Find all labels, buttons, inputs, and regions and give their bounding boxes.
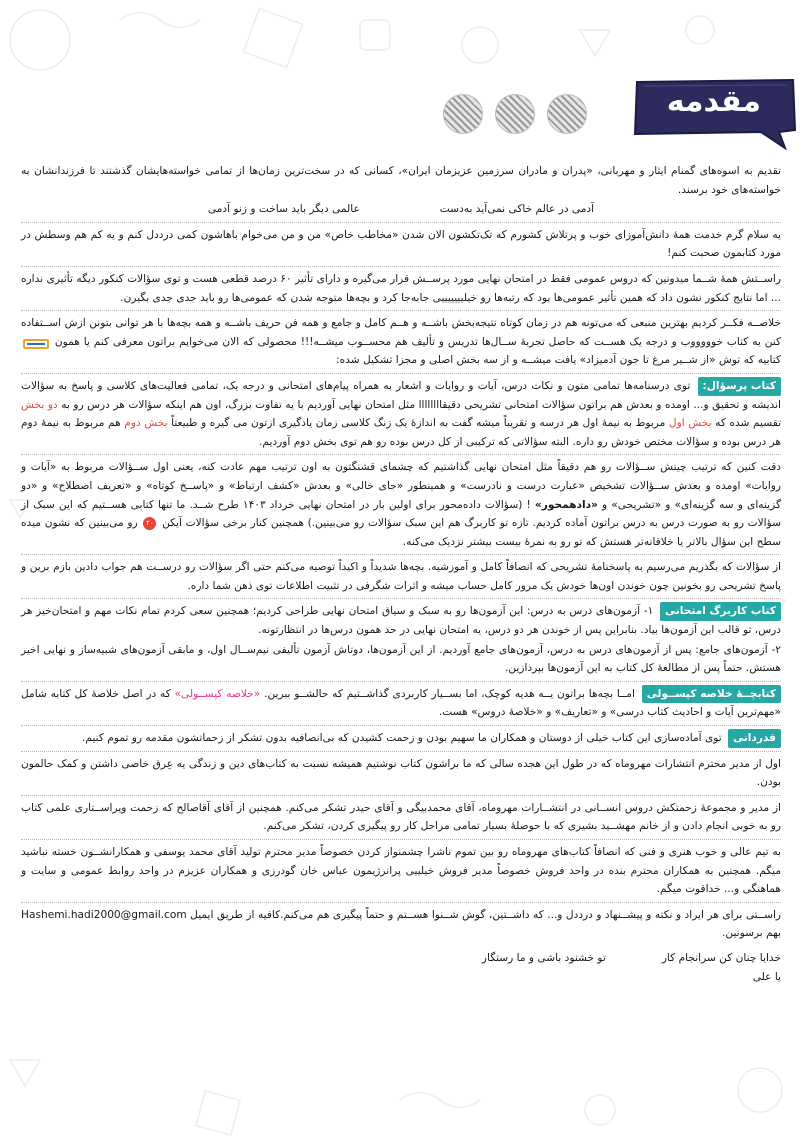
highlight-part-one: بخش اول bbox=[668, 417, 712, 430]
porsoal-text-2: تقسیم شده که bbox=[715, 417, 782, 430]
closing-poem bbox=[21, 949, 781, 986]
hatched-dot bbox=[443, 94, 483, 134]
summary-text-2b: کتابیه که توش «از شــیر مرغ تا جون آدمیزاد» یافت میشــه و از سه بخش اصلی و مجزا تشکیل شده: bbox=[336, 354, 781, 367]
karbarg-paragraph-2: ۲- آزمون‌های جامع: پس از آزمون‌های درس به درس، آزمون‌های جامع آوردیم. از این آزمون‌ها، دوتاش آزمون تألیفی نیم‌ســال اول، و مابقی آزمون‌های شبیه‌ساز و نهایی اخیر هستش. حتماً پس از مطالعهٔ کل کتاب به این آزمون‌ها بپردازین. bbox=[21, 643, 781, 675]
hatched-dot bbox=[495, 94, 535, 134]
divider bbox=[21, 681, 781, 682]
highlight-two-parts: دو بخش bbox=[21, 398, 58, 411]
karbarg-text-1: ۱- آزمون‌های درس به درس: این آزمون‌ها رو به سبک و سیاق امتحان نهایی طراحی کردیم؛ همچنین سعی کردم تمام نکات مهم و امتحان‌خیز هر درس، تو قالب این آزمون‌ها بیاد. بنابراین پس از خوندن هر دو درس، یه امتحان نهایی در حد همون درس‌ها در انتظارتونه. bbox=[21, 605, 781, 637]
order-text-2: ! (سؤالات داده‌محور برای اولین بار در امتحان نهایی خرداد ۱۴۰۳ طرح شــد. ما تنها کتابی هســتیم که این سبک از سؤالات رو به صورت درس به درس براتون آماده کردیم. تازه تو کاربرگ هم این سبک سؤالات رو می‌بینین.) همچنین کنار برخی سؤالات آیکن bbox=[21, 498, 781, 530]
closing-couplet bbox=[21, 949, 781, 968]
divider bbox=[21, 554, 781, 555]
capsule-text-1: امــا بچه‌ها براتون یــه هدیه کوچک، اما بســیار کاربردی گذاشــتیم که حالشــو ببرین. bbox=[264, 687, 635, 700]
hatched-dot bbox=[547, 94, 587, 134]
divider bbox=[21, 598, 781, 599]
divider bbox=[21, 795, 781, 796]
contact-paragraph bbox=[21, 906, 781, 943]
score-20-icon: ۲۰ bbox=[143, 517, 156, 530]
summary-text-2a: محصولی که الان می‌خوایم براتون معرفی کنم یا همون bbox=[54, 335, 297, 348]
order-paragraph bbox=[21, 458, 781, 551]
closing-hemistich-right: خدایا چنان کن سرانجام کار bbox=[661, 951, 781, 964]
decorative-dots bbox=[443, 94, 587, 134]
page-title: مقدمه bbox=[666, 84, 761, 119]
porsoal-text-3: مربوط به نیمهٔ اول هر درسه و تقریباً میشه گفت به اندازهٔ یک زنگ کلاسی زمان یادگیری ازتون می گیره و طبیعتاً bbox=[171, 417, 666, 430]
capsule-paragraph bbox=[21, 685, 781, 722]
dedication-paragraph: تقدیم به اسوه‌های گمنام ایثار و مهربانی، «پدران و مادران سرزمین عزیزمان ایران»، کسانی که در سخت‌ترین زمان‌ها از تمامی خواسته‌هایشان گذشتند تا فرزندانشان به خواسته‌های خود برسند. bbox=[21, 165, 781, 196]
poem-hemistich-left: عالمی دیگر باید ساخت و زنو آدمی bbox=[207, 203, 360, 216]
greeting-paragraph: یه سلام گرم خدمت همهٔ دانش‌آموزای خوب و پرتلاش کشورم که تک‌تکشون الان شدن «مخاطب خاص» من و من می‌خوام باهاشون کمی درددل کنم و یه کم هم وسطش در مورد کتابمون صحبت کنم! bbox=[21, 228, 781, 260]
porsoal-label: کتاب پرسؤال: bbox=[698, 377, 781, 396]
divider bbox=[21, 725, 781, 726]
karbarg-paragraph bbox=[21, 602, 781, 639]
closing-signoff: یا علی bbox=[752, 970, 781, 983]
bist-yek-logo bbox=[23, 337, 49, 347]
thanks-label: قدردانی bbox=[728, 729, 781, 748]
divider bbox=[21, 373, 781, 374]
email-link[interactable]: Hashemi.hadi2000@gmail.com bbox=[21, 908, 187, 921]
divider bbox=[21, 266, 781, 267]
porsoal-paragraph bbox=[21, 377, 781, 451]
answer-paragraph: از سؤالات که بگذریم می‌رسیم به پاسخنامهٔ تشریحی که انصافاً کامل و آموزشیه. بچه‌ها شدیداً و اکیداً توصیه می‌کنم حتی اگر سؤالات رو درســت هم جواب دادین بازم برین و پاسخ تشریحی رو بخونین چون خوندن اون‌ها خودش یک مرور کامل حساب میشه و اثرات شگرفی در تثبیت اطلاعات توی ذهن شما داره. bbox=[21, 561, 781, 592]
thanks-paragraph-2: اول از مدیر محترم انتشارات مهروماه که در طول این هجده سالی که ما براشون کتاب نوشتیم همیشه نسبت به کتاب‌های دین و زندگی یه عِرق خاصی داشتن و کمک حالمون بودن. bbox=[21, 757, 781, 789]
divider bbox=[21, 751, 781, 752]
divider bbox=[21, 222, 781, 223]
bist-yek-logo-mark bbox=[23, 339, 49, 349]
main-content bbox=[21, 162, 781, 986]
highlight-part-two: بخش دوم bbox=[124, 417, 168, 430]
thanks-text-1: توی آماده‌سازی این کتاب خیلی از دوستان و همکاران ما سهیم بودن و زحمت کشیدن که بی‌انصافیه بدون تشکر از زحماتشون مقدمه رو تموم کنیم. bbox=[82, 732, 722, 745]
order-text-1: دقت کنین که ترتیب چینش ســؤالات رو هم دقیقاً مثل امتحان نهایی گذاشتیم که چشمای قشنگتون به اون ترتیب مهم عادت کنه، یعنی اول ســؤالات مربوط به «آیات و روایات» اومده و بعدش ســؤالات تشخیص «عبارت درست و نادرست» و همینطور «جای خالی» و بعدش «کشف ارتباط» و «پاســخ کوتاه» و «تعریف اصطلاح» و «دو گزینه‌ای و سه گزینه‌ای» و «تشریحی» و bbox=[21, 461, 781, 511]
divider bbox=[21, 902, 781, 903]
summary-paragraph bbox=[21, 314, 781, 370]
data-driven-term: «دادهمحور» bbox=[534, 498, 598, 511]
divider bbox=[21, 839, 781, 840]
divider bbox=[21, 310, 781, 311]
contact-text-end: بهم برسونین. bbox=[722, 927, 781, 940]
karbarg-label: کتاب کاربرگ امتحانی bbox=[660, 602, 781, 621]
poem-couplet bbox=[21, 200, 781, 219]
porsoal-text-1: توی درسنامه‌ها تمامی متون و نکات درس، آیات و روایات و اشعار به همراه پیام‌های امتحانی و درجه یک، تمامی فعالیت‌های کلاسی و پاسخ به سؤالات اندیشه و تحقیق و... اومده و بعدش هم براتون سؤالات امتحانی تشریحی دقیقاااااااا مثل امتحان نهایی آوردیم با یه تفاوت بزرگ، اون هم اینکه سؤالات هر درس رو به bbox=[21, 379, 781, 411]
title-banner bbox=[629, 78, 799, 138]
capsule-highlight: «خلاصه کپســولی» bbox=[174, 687, 261, 700]
capsule-label: کتابچــهٔ خلاصه کپســولی bbox=[642, 685, 781, 704]
divider bbox=[21, 454, 781, 455]
order-text-3: رو می‌بینین که نشون میده سطح این سؤال بالاتر یا خلاقانه‌تر هستش که تو رو به نمرهٔ بیست بیشتر نزدیک می‌کنه. bbox=[21, 517, 781, 548]
thanks-paragraph bbox=[21, 729, 781, 748]
closing-hemistich-left: تو خشنود باشی و ما رستگار bbox=[481, 951, 606, 964]
summary-text-1: خلاصــه فکــر کردیم بهترین منبعی که می‌تونه هم در زمان کوتاه نتیجه‌بخش باشــه و هــم کامل و جامع و همه فن حریف باشــه و همه بچه‌ها با هر توانی بتونن ازش اســتفاده کنن یه کتاب خوووووب و درجه یک هســت که حاصل تجربهٔ ســال‌ها تدریس و تألیف هم محســوب میشــه!!! bbox=[21, 317, 781, 348]
thanks-paragraph-3: از مدیر و مجموعهٔ زحمتکش دروس انســانی در انتشــارات مهروماه، آقای محمدبیگی و آقای حیدر تشکر می‌کنم. همچنین از آقای آقاصالح که زحمت ویراســتاری علمی کتاب رو به خوبی انجام دادن و از خانم مهشــید بشیری که با حوصلهٔ بسیار تمامی مراحل کار رو پیگیری کردن، تشکر می‌کنم. bbox=[21, 801, 781, 833]
porsoal-text-4: هم مربوط به نیمهٔ دوم هر درس بوده و سؤالات مختص خودش رو داره. البته سؤالاتی که ترکیبی از کل درس بوده رو هم توی بخش دوم آوردیم. bbox=[21, 417, 781, 448]
page-header bbox=[0, 78, 805, 158]
truth-paragraph: راســتش همهٔ شــما میدونین که دروس عمومی فقط در امتحان نهایی مورد پرســش قرار می‌گیره و دارای تأثیر ۶۰ درصد قطعی هست و توی سؤالات کنکور دیگه تأثیری نداره ... اما نتایج کنکور نشون داد که همین تأثیر عمومی‌ها بود که رتبه‌ها رو خیلیییییییی جابه‌جا کرد و بچه‌ها متوجه شدن که عمومی‌ها رو باید جدی جدی بگیرن. bbox=[21, 272, 781, 304]
poem-hemistich-right: آدمی در عالم خاکی نمی‌آید به‌دست bbox=[439, 203, 595, 216]
contact-text: راســتی برای هر ایراد و نکته و پیشــنهاد و درددل و... که داشــتین، گوش شــنوا هســتم و حتماً پیگیری هم می‌کنم.کافیه از طریق ایمیل bbox=[190, 908, 782, 921]
capsule-text-2: که در اصل خلاصهٔ کل کتابه شامل «مهم‌ترین آیات و احادیث کتاب درسی» و «تعاریف» و «خلاصهٔ دروس» هست. bbox=[21, 687, 781, 719]
thanks-paragraph-4: به تیم عالی و خوب هنری و فنی که انصافاً کتاب‌های مهروماه رو بین تموم ناشرا چشمنواز کردن خصوصاً مدیر محترم تولید آقای محمد یوسفی و همکارانشــون خسته نباشید میگم. همچنین به همکاران محترم بنده در واحد فروش خصوصاً مدیر فروش خیلییی پرانرژیمون عباس خان گودرزی و همکاران عزیزم در واحد روابط عمومی و سایت و هماهنگی و... خداقوت میگم. bbox=[21, 846, 781, 896]
